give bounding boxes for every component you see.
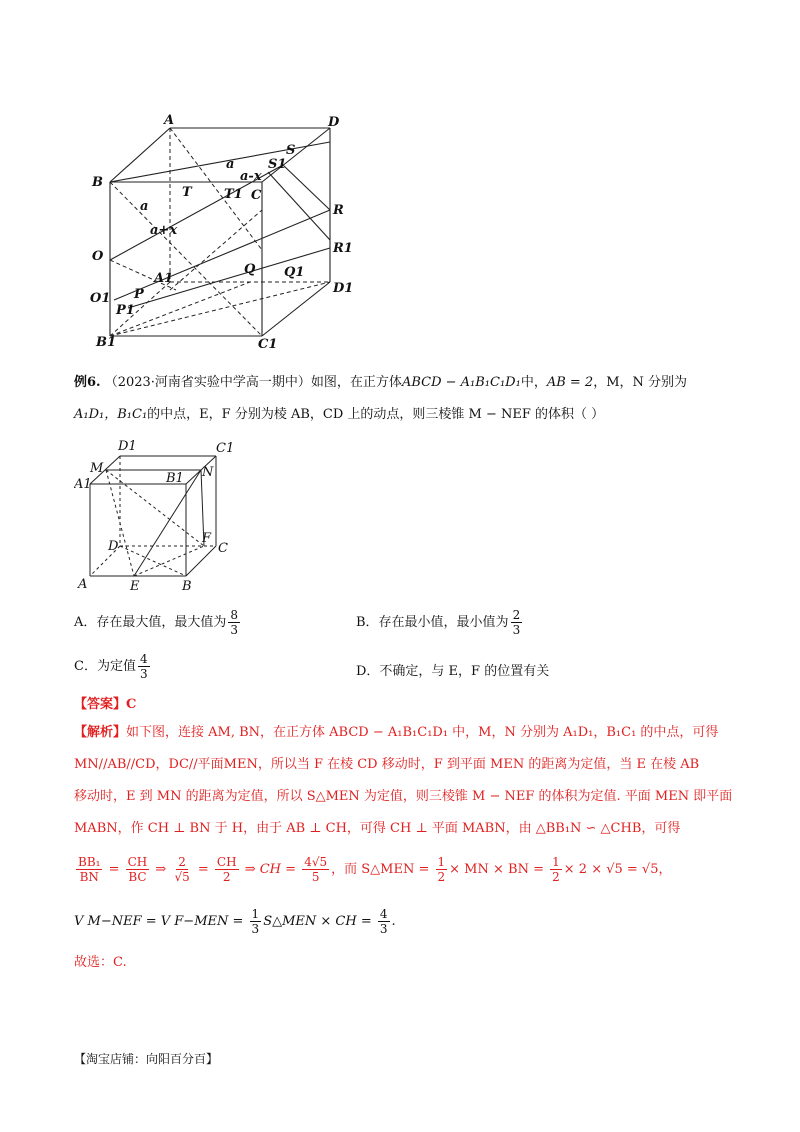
text: 的中点，E，F 分别为棱 AB，CD 上的动点，则三棱锥 M − NEF 的体积（ ）	[147, 407, 605, 422]
fig1-label: C	[251, 188, 262, 203]
fig1-label: Q	[244, 262, 256, 277]
text: 2	[222, 870, 231, 884]
ab-length: AB = 2	[546, 375, 594, 390]
fig1-label: T	[182, 185, 192, 200]
fig2-label: F	[202, 531, 212, 546]
text: V M−NEF = V F−MEN =	[74, 914, 244, 929]
example-line-1	[74, 372, 760, 394]
text: A．存在最大值，最大值为	[74, 615, 227, 630]
fig1-label: T1	[224, 187, 243, 202]
analysis-line-4	[74, 818, 760, 840]
fig2-label: A	[78, 577, 88, 592]
text: 故选：C.	[74, 955, 127, 970]
fig1-label: D	[328, 115, 340, 130]
fig1-label: a-x	[240, 169, 262, 184]
fig1-label: R	[333, 203, 344, 218]
fig2-label: B	[182, 579, 192, 594]
cube-name: ABCD − A₁B₁C₁D₁	[401, 375, 521, 390]
figure-cube-sections	[88, 110, 388, 350]
text: × MN × BN =	[449, 862, 544, 877]
analysis-line-1	[74, 722, 760, 744]
fig1-label: a	[140, 199, 149, 214]
fig1-label: P1	[116, 303, 135, 318]
fig2-label: C	[218, 541, 228, 556]
text: C．为定值	[74, 659, 136, 674]
fig1-label: R1	[333, 241, 353, 256]
text: S△MEN × CH =	[263, 914, 372, 929]
text: 2	[552, 870, 560, 884]
fig1-label: B	[92, 175, 103, 190]
frac	[138, 652, 150, 681]
fig1-label: D1	[333, 281, 354, 296]
frac	[228, 608, 240, 637]
frac	[302, 855, 329, 884]
text: BB₁	[78, 855, 101, 869]
example-line-2	[74, 404, 760, 426]
fig1-label: A1	[154, 271, 174, 286]
fig1-label: S	[286, 143, 296, 158]
analysis-label: 【解析】	[74, 725, 127, 740]
answer-value: C	[126, 697, 137, 712]
option-d[interactable]	[356, 660, 549, 679]
text: 移动时，E 到 MN 的距离为定值，所以 S△MEN 为定值，则三棱锥 M − NEF 的体积为定值. 平面 MEN 即平面	[74, 789, 733, 804]
text: ，而 S△MEN =	[331, 862, 430, 877]
frac	[76, 855, 102, 884]
text: 2	[512, 608, 521, 622]
option-b[interactable]	[356, 608, 524, 637]
text: BN	[79, 870, 99, 884]
text: 2	[437, 870, 446, 884]
fig1-label: P	[134, 287, 144, 302]
fig1-label: O1	[90, 291, 111, 306]
fig1-label: a+x	[150, 223, 178, 238]
text: 4√5	[304, 855, 328, 869]
analysis-line-5: $\frac{\text{BB₁}}{BN}$ = $\frac{CH}{BC}$ ⇒ $\frac{2}{√5}$ = $\frac{CH}{2}$ ⇒ CH = $\frac{4√5}{5}$ ，而 S△MEN = $\frac{1}{2}$ × MN × BN = $\frac{1}{2}$ × 2 × √5 = √5，	[78, 855, 672, 884]
text: 中，	[520, 375, 547, 390]
fig2-label: D1	[118, 439, 137, 454]
frac	[172, 855, 191, 884]
text: D．不确定，与 E，F 的位置有关	[356, 664, 550, 679]
fig2-label: E	[130, 579, 140, 594]
frac	[511, 608, 523, 637]
fig2-label: D	[108, 539, 119, 554]
fig2-label: C1	[216, 441, 235, 456]
figure-cube-mnef	[74, 438, 242, 596]
text: 2	[178, 855, 186, 869]
fig1-label: a	[226, 157, 235, 172]
text: 1	[251, 907, 260, 921]
answer-line	[74, 694, 760, 716]
frac	[378, 907, 390, 936]
text: MN//AB//CD，DC//平面MEN，所以当 F 在棱 CD 移动时，F 到平面 MEN 的距离为定值，当 E 在棱 AB	[74, 757, 700, 772]
frac	[550, 855, 562, 884]
analysis-line-6: V M−NEF = V F−MEN = $\frac{1}{3}$ S△MEN × CH = $\frac{4}{3}$ .	[74, 907, 396, 936]
text: 3	[512, 623, 521, 637]
example-source: （2023·河南省实验中学高一期中）如图，在正方体	[104, 375, 402, 390]
answer-label: 【答案】	[74, 697, 127, 712]
fig2-label: N	[202, 465, 214, 480]
frac	[215, 855, 239, 884]
fig1-label: O	[92, 249, 104, 264]
analysis-line-2	[74, 754, 760, 776]
text: 1	[552, 855, 560, 869]
frac	[436, 855, 448, 884]
fig1-label: C1	[258, 337, 278, 350]
text: 8	[230, 608, 239, 622]
fig1-label: A	[164, 113, 175, 128]
text: BC	[128, 870, 147, 884]
text: 如下图，连接 AM, BN，在正方体 ABCD − A₁B₁C₁D₁ 中，M，N 分别为 A₁D₁，B₁C₁ 的中点，可得	[126, 725, 719, 740]
text: B．存在最小值，最小值为	[356, 615, 509, 630]
text: 1	[437, 855, 446, 869]
text: CH	[127, 855, 148, 869]
analysis-line-3	[74, 786, 760, 808]
text: CH	[216, 855, 237, 869]
option-c[interactable]	[74, 652, 152, 681]
fig2-label: M	[90, 461, 104, 476]
text: 3	[251, 922, 260, 936]
example-number: 例6.	[74, 375, 101, 390]
text: 3	[230, 623, 239, 637]
text: 3	[379, 922, 388, 936]
fig2-label: B1	[166, 471, 184, 486]
fig1-label: Q1	[284, 265, 305, 280]
frac	[126, 855, 150, 884]
footer-shop: 【淘宝店铺：向阳百分百】	[74, 1052, 219, 1066]
text: √5	[174, 870, 190, 884]
option-a[interactable]	[74, 608, 242, 637]
fig2-label: A1	[74, 477, 92, 492]
text: A₁D₁，B₁C₁	[74, 407, 148, 422]
analysis-conclusion	[74, 952, 760, 974]
fig1-label: S1	[268, 157, 287, 172]
text: ，M，N 分别为	[593, 375, 688, 390]
frac	[250, 907, 262, 936]
text: 3	[139, 667, 148, 681]
text: × 2 × √5 = √5，	[563, 862, 672, 877]
text: 4	[379, 907, 388, 921]
text: 4	[139, 652, 148, 666]
fig1-label: B1	[96, 335, 117, 350]
text: MABN，作 CH ⊥ BN 于 H，由于 AB ⊥ CH，可得 CH ⊥ 平面 MABN，由 △BB₁N ∽ △CHB，可得	[74, 821, 681, 836]
text: 5	[311, 870, 320, 884]
